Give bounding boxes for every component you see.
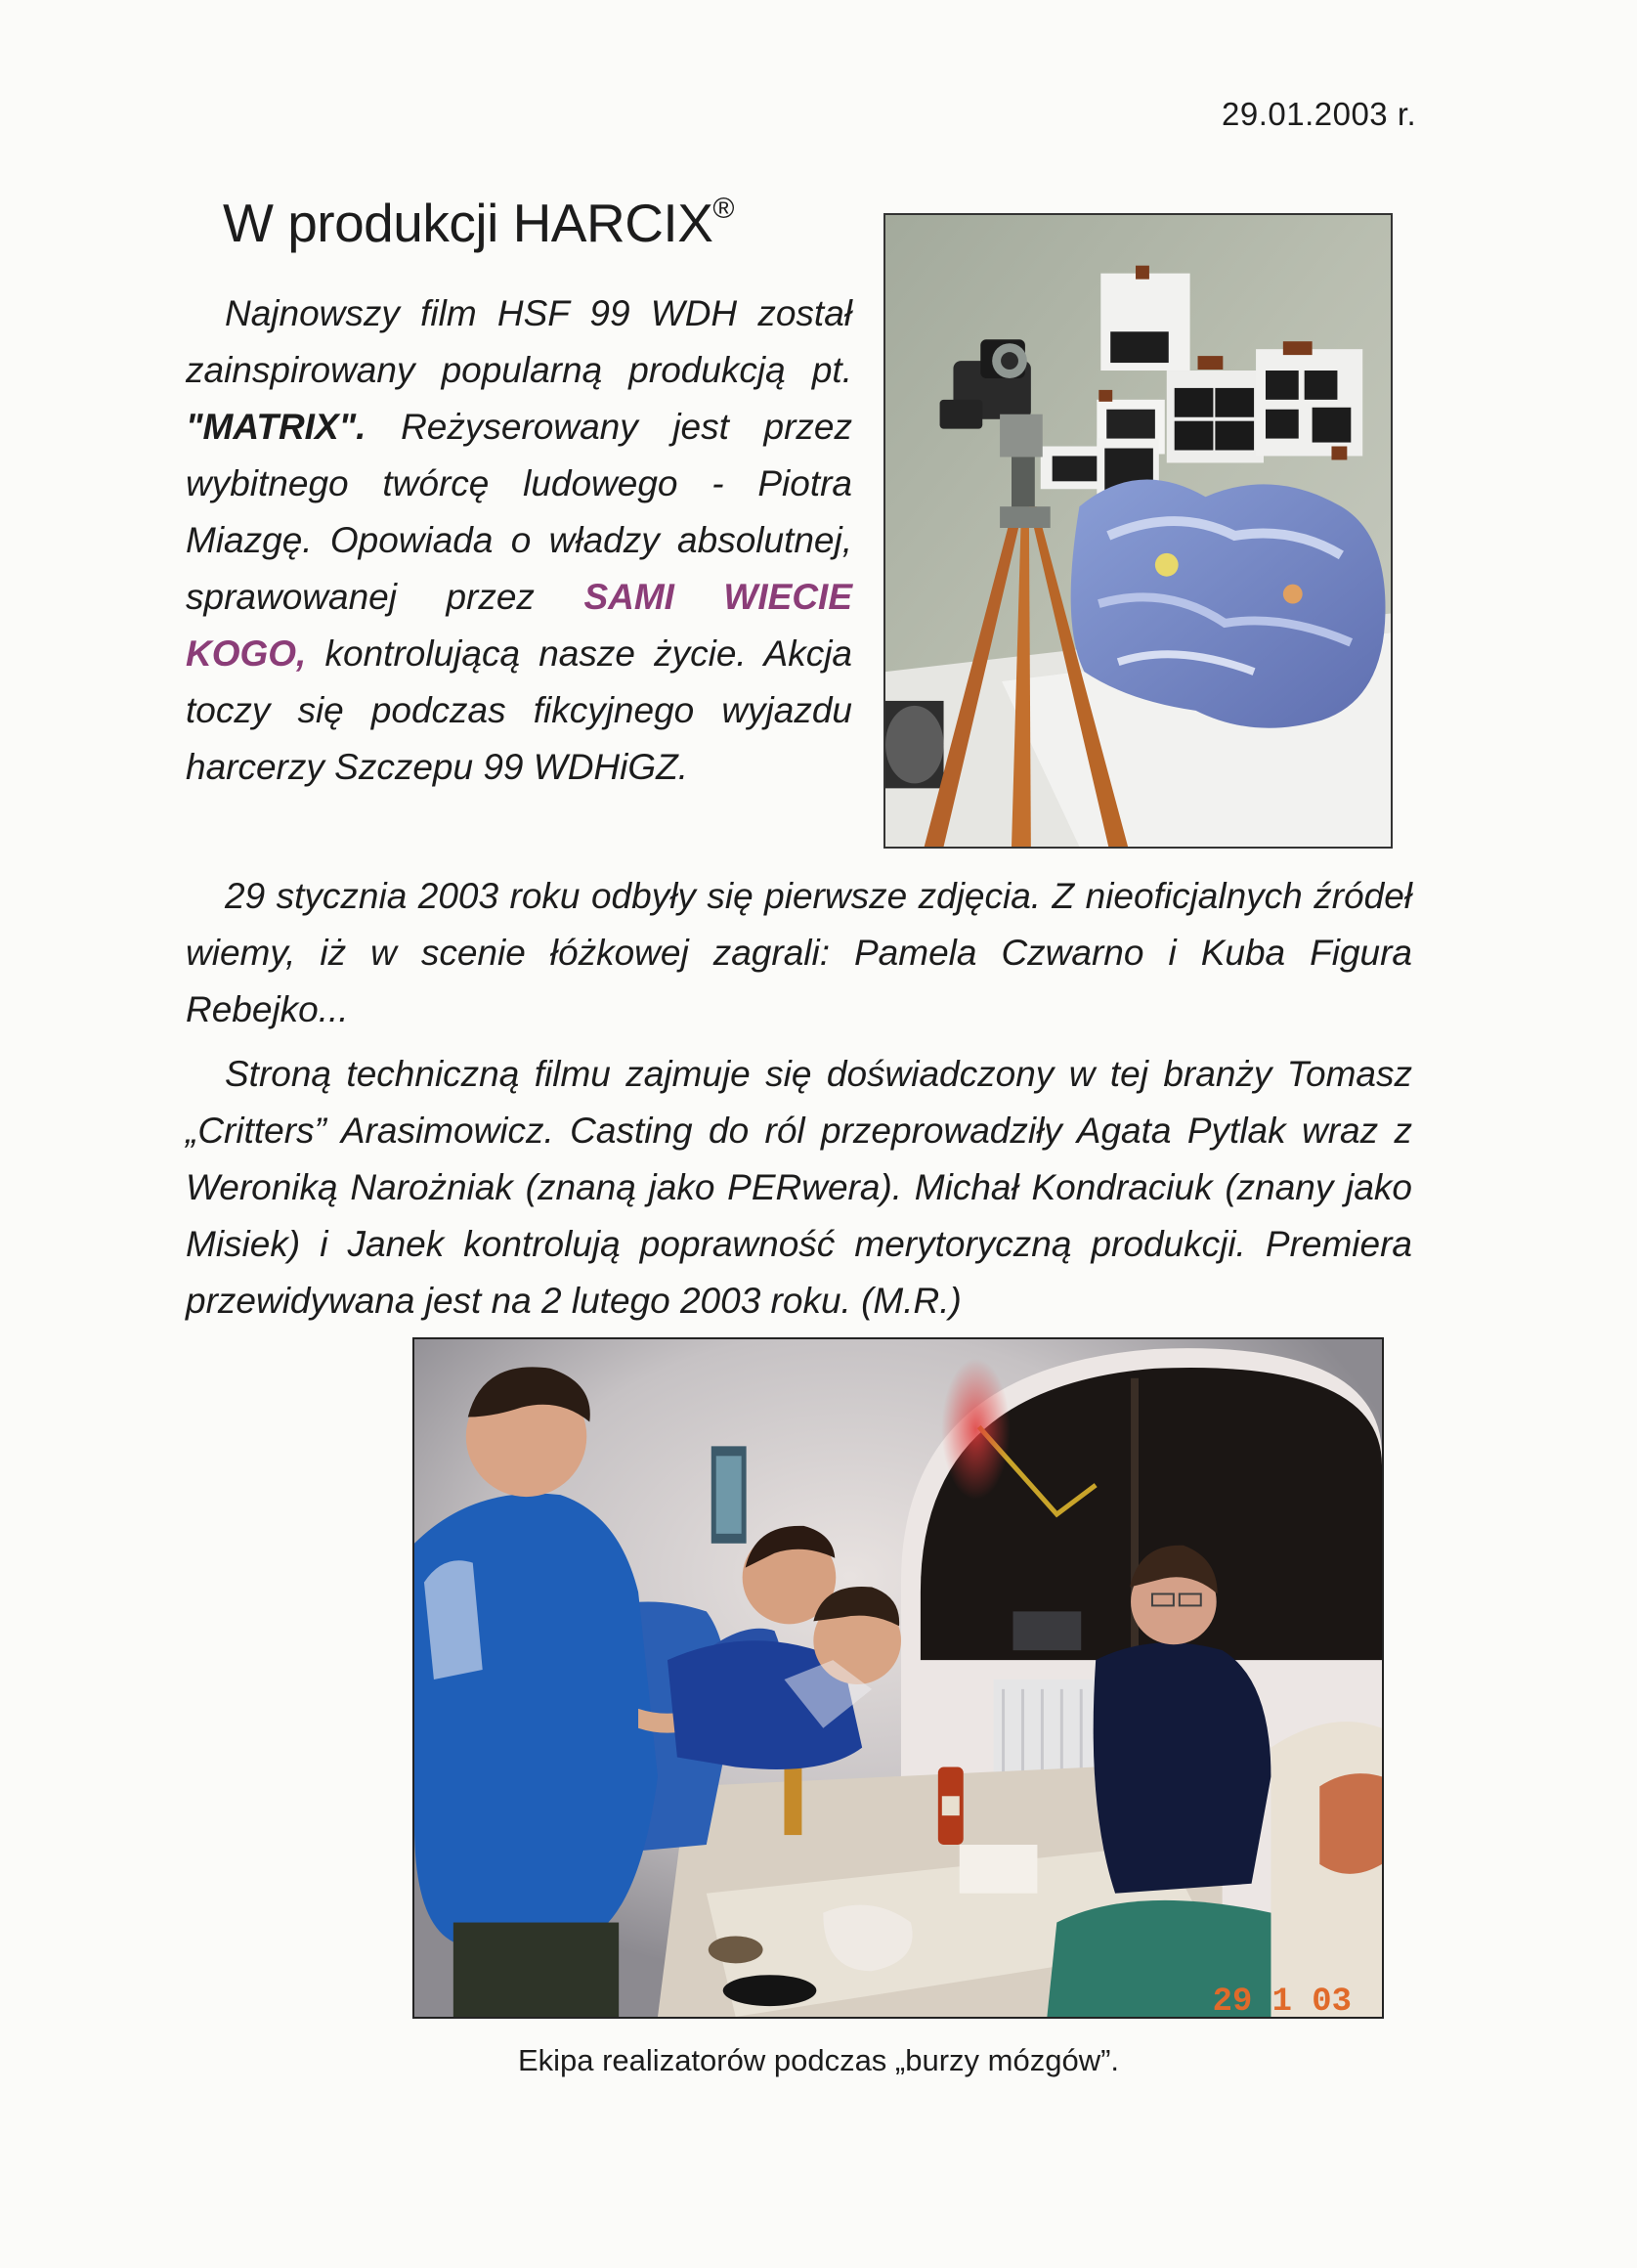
crew-text: Stroną techniczną filmu zajmuje się doświadczony w tej branży Tomasz „Critters” Arasimowicz. Casting do ról przeprowadziły Agata Pytlak wraz z Weroniką Narożniak (znaną jako PERwera). Michał Kondraciuk (znany jako Misiek) i Janek kontrolują poprawność merytoryczną produkcji. Premiera przewidywana jest na 2 lutego 2003 roku. (M.R.) xyxy=(186,1054,1412,1321)
crew-meeting-photo xyxy=(412,1337,1384,2019)
article-title xyxy=(223,192,734,254)
photo-date-stamp: 29 1 03 xyxy=(1212,1984,1352,2017)
paragraph-crew xyxy=(186,1046,1412,1330)
intro-part1: Najnowszy film HSF 99 WDH został zainspirowany popularną produkcją pt. xyxy=(186,293,852,390)
film-title: "MATRIX". xyxy=(186,407,366,447)
intro-part3: kontrolującą nasze życie. Akcja toczy się podczas fikcyjnego wyjazdu harcerzy Szczepu 99 WDHiGZ. xyxy=(186,633,852,787)
highlight-phrase: SAMI WIECIE KOGO, xyxy=(186,577,852,674)
paragraph-first-shoot xyxy=(186,868,1412,1038)
title-text: W produkcji HARCIX xyxy=(223,193,713,253)
registered-mark: ® xyxy=(712,193,734,225)
camera-photo-illustration xyxy=(885,215,1391,847)
camera-tripod-photo xyxy=(883,213,1393,849)
crew-photo-illustration xyxy=(414,1339,1382,2017)
document-date: 29.01.2003 r. xyxy=(1222,96,1417,132)
photo-caption: Ekipa realizatorów podczas „burzy mózgów”. xyxy=(517,2043,1120,2077)
first-shoot-text: 29 stycznia 2003 roku odbyły się pierwsze zdjęcia. Z nieoficjalnych źródeł wiemy, iż w scenie łóżkowej zagrali: Pamela Czwarno i Kuba Figura Rebejko... xyxy=(186,876,1412,1029)
intro-paragraph xyxy=(186,285,852,796)
intro-part2: Reżyserowany jest przez wybitnego twórcę ludowego - Piotra Miazgę. Opowiada o władzy absolutnej, sprawowanej przez xyxy=(186,407,853,617)
